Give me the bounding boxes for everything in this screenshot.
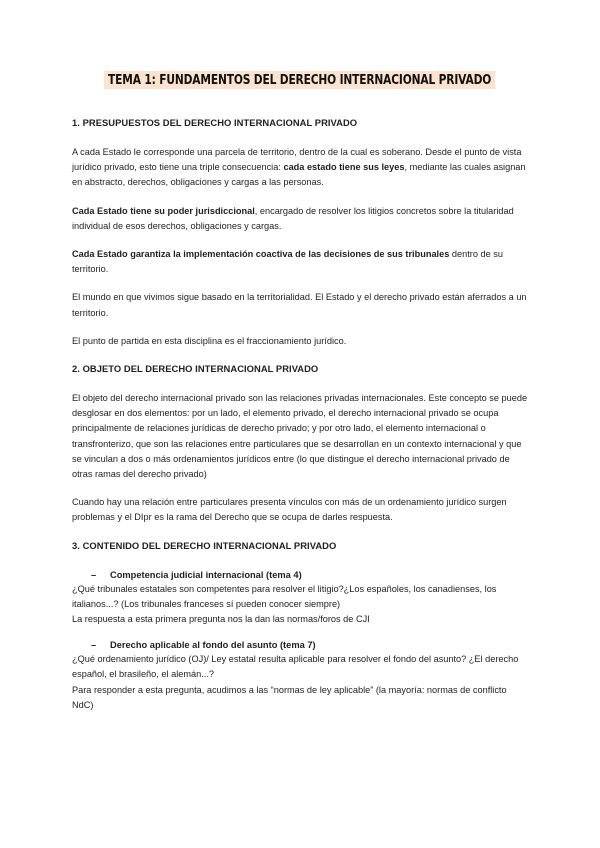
section-1-paragraph-1: [72, 145, 528, 191]
section-1-heading: 1. PRESUPUESTOS DEL DERECHO INTERNACIONAL PRIVADO: [72, 117, 358, 128]
section-1-paragraph-2: [72, 204, 528, 234]
document-title: TEMA 1: FUNDAMENTOS DEL DERECHO INTERNACIONAL PRIVADO: [104, 71, 495, 89]
text-run: A cada Estado le corresponde una parcela de territorio, dentro de la cual es soberano. Desde el punto de vista jurídico privado, esto tiene una triple consecuencia:: [72, 147, 522, 173]
bullet-1-line-1: ¿Qué tribunales estatales son competentes para resolver el litigio?¿Los españoles, los canadienses, los italianos...? (Los tribunales franceses sí pueden conocer siempre): [72, 583, 497, 609]
bold-run: Cada Estado garantiza la implementación coactiva de las decisiones de sus tribunales: [72, 249, 450, 260]
section-1-paragraph-4: El mundo en que vivimos sigue basado en la territorialidad. El Estado y el derecho privado están aferrados a un territorio.: [72, 292, 527, 318]
section-2-paragraph-2: Cuando hay una relación entre particulares presenta vínculos con más de un ordenamiento jurídico surgen problemas y el DIpr es la rama del Derecho que se ocupa de darles respuesta.: [72, 497, 507, 523]
section-1-paragraph-5: El punto de partida en esta disciplina es el fraccionamiento jurídico.: [72, 335, 347, 346]
bullet-dash: –: [91, 640, 97, 651]
bullet-label: Competencia judicial internacional (tema 4): [110, 569, 302, 580]
bullet-2-line-1: ¿Qué ordenamiento jurídico (OJ)/ Ley estatal resulta aplicable para resolver el fondo del asunto? ¿El derecho español, el brasileño, el alemán...?: [72, 654, 519, 680]
section-3-heading: 3. CONTENIDO DEL DERECHO INTERNACIONAL PRIVADO: [72, 539, 337, 551]
bullet-2-line-2: Para responder a esta pregunta, acudimos a las “normas de ley aplicable” (la mayoría: normas de conflicto NdC): [72, 684, 507, 710]
text-run: , encargado de resolver los litigios concretos sobre la titularidad individual de esos derechos, obligaciones y cargas.: [72, 205, 514, 231]
text-run: dentro de su territorio.: [72, 249, 503, 275]
bold-run: Cada Estado tiene su poder jurisdiccional: [72, 205, 255, 216]
document-body: [72, 116, 528, 713]
section-1-paragraph-3: [72, 247, 528, 277]
section-2-heading: 2. OBJETO DEL DERECHO INTERNACIONAL PRIVADO: [72, 363, 319, 375]
bullet-label: Derecho aplicable al fondo del asunto (tema 7): [110, 640, 316, 651]
section-2-paragraph-1: El objeto del derecho internacional privado son las relaciones privadas internacionales. Este concepto se puede desglosar en dos elementos: por un lado, el elemento privado, el derecho internacional privado se ocupa principalmente de relaciones jurídicas de derecho privado; y por otro lado, el elemento internacional o transfronterizo, que son las relaciones entre particulares que se desarrollan en un contexto internacional y que se vinculan a dos o más ordenamientos jurídicos entre (lo que distingue el derecho internacional privado de otras ramas del derecho privado): [72, 393, 528, 480]
bullet-item-1: [72, 568, 528, 582]
bullet-item-2: [72, 638, 528, 652]
title-wrap: [0, 71, 600, 89]
bold-run: cada estado tiene sus leyes: [283, 162, 405, 173]
bullet-1-line-2: La respuesta a esta primera pregunta nos la dan las normas/foros de CJI: [72, 614, 370, 625]
text-run: , mediante las cuales asignan en abstracto, derechos, obligaciones y cargas a las personas.: [72, 162, 526, 188]
bullet-dash: –: [91, 569, 97, 580]
